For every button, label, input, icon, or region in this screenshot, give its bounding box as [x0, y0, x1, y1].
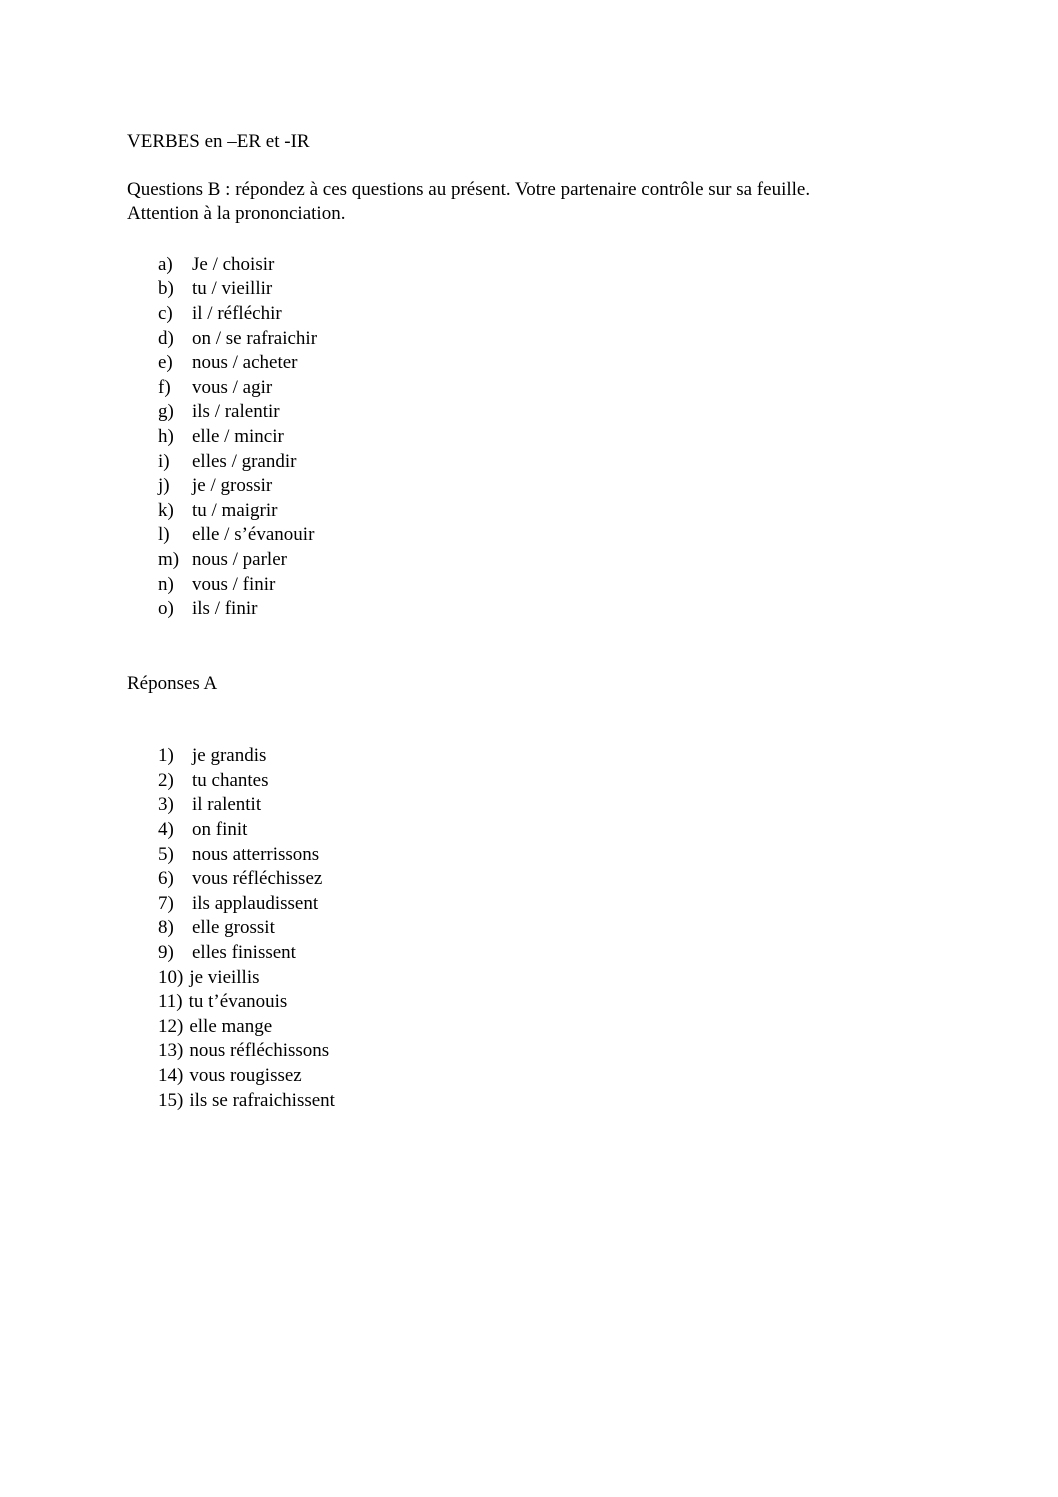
- list-item-marker: 11): [158, 991, 183, 1013]
- list-item-marker: f): [158, 376, 171, 398]
- list-item-marker: n): [158, 573, 174, 595]
- list-item-marker: 5): [158, 843, 174, 865]
- list-item-marker: k): [158, 499, 174, 521]
- list-item: [158, 1064, 933, 1089]
- list-item: [158, 793, 933, 818]
- list-item-text: nous / acheter: [192, 352, 298, 374]
- list-item-marker: 9): [158, 942, 174, 964]
- list-item-text: il / réfléchir: [192, 302, 282, 324]
- list-item-marker: c): [158, 302, 173, 324]
- list-item: [158, 966, 933, 991]
- list-item-marker: 10): [158, 966, 184, 988]
- list-item: [158, 769, 933, 794]
- list-item-text: vous / agir: [192, 376, 273, 398]
- responses-heading: Réponses A: [127, 672, 218, 694]
- list-item-marker: 13): [158, 1040, 184, 1062]
- list-item: [158, 744, 933, 769]
- list-item-text: ils / ralentir: [192, 401, 280, 423]
- list-item: [158, 843, 933, 868]
- list-item-text: ils applaudissent: [192, 892, 319, 914]
- list-item-marker: 6): [158, 868, 174, 890]
- list-item-marker: m): [158, 548, 180, 570]
- list-item: [158, 302, 933, 327]
- list-item-marker: l): [158, 524, 170, 546]
- list-item-marker: h): [158, 425, 174, 447]
- list-item: [158, 990, 933, 1015]
- list-item: [158, 327, 933, 352]
- instructions-line-2: Attention à la prononciation.: [127, 203, 346, 225]
- list-item-text: tu / vieillir: [192, 278, 273, 300]
- list-item-text: tu chantes: [192, 769, 269, 791]
- list-item: [158, 450, 933, 475]
- list-item-text: je grandis: [192, 745, 267, 767]
- list-item-marker: j): [158, 475, 170, 497]
- list-item-text: nous réfléchissons: [189, 1040, 330, 1062]
- list-item: [158, 573, 933, 598]
- list-item: [158, 548, 933, 573]
- list-item-text: nous / parler: [192, 548, 287, 570]
- list-item-text: vous rougissez: [189, 1065, 302, 1086]
- list-item-marker: o): [158, 598, 174, 620]
- list-item: [158, 499, 933, 524]
- list-item-text: Je / choisir: [192, 253, 275, 275]
- list-item: [158, 351, 933, 376]
- list-item: [158, 916, 933, 941]
- list-item: [158, 867, 933, 892]
- list-item-marker: a): [158, 253, 173, 275]
- list-item-text: je vieillis: [189, 966, 260, 988]
- list-item-text: elles finissent: [192, 942, 296, 964]
- list-item-text: elle / mincir: [192, 425, 284, 447]
- list-item-marker: 3): [158, 794, 174, 816]
- list-item: [158, 1089, 933, 1114]
- list-item-marker: 15): [158, 1089, 184, 1111]
- list-item-text: ils se rafraichissent: [189, 1089, 335, 1111]
- list-item-marker: b): [158, 278, 174, 300]
- responses-list: [158, 744, 933, 1113]
- list-item: [158, 818, 933, 843]
- list-item: [158, 941, 933, 966]
- list-item-marker: i): [158, 450, 170, 472]
- list-item: [158, 523, 933, 548]
- list-item-text: elle / s’évanouir: [192, 524, 315, 546]
- list-item: [158, 1015, 933, 1040]
- list-item-text: elles / grandir: [192, 450, 297, 472]
- list-item-marker: 7): [158, 892, 174, 914]
- document-title: VERBES en –ER et -IR: [127, 131, 310, 152]
- list-item-marker: 8): [158, 917, 174, 939]
- list-item-text: ils / finir: [192, 598, 258, 620]
- list-item-marker: 14): [158, 1065, 184, 1086]
- questions-list: [158, 253, 933, 622]
- list-item-marker: g): [158, 401, 174, 423]
- list-item-text: nous atterrissons: [192, 843, 320, 865]
- instructions-line-1: Questions B : répondez à ces questions au présent. Votre partenaire contrôle sur sa feuille.: [127, 178, 811, 200]
- list-item: [158, 597, 933, 622]
- list-item-marker: 4): [158, 819, 174, 841]
- list-item-marker: 2): [158, 769, 174, 791]
- list-item-marker: 12): [158, 1015, 184, 1037]
- list-item-text: tu t’évanouis: [188, 991, 288, 1013]
- list-item-marker: d): [158, 327, 174, 349]
- list-item-text: on / se rafraichir: [192, 327, 318, 349]
- list-item: [158, 1039, 933, 1064]
- list-item: [158, 425, 933, 450]
- instructions-paragraph: [127, 178, 933, 227]
- list-item-text: vous / finir: [192, 573, 276, 595]
- list-item: [158, 376, 933, 401]
- list-item-text: vous réfléchissez: [192, 868, 323, 890]
- list-item: [158, 892, 933, 917]
- list-item-text: elle grossit: [192, 917, 275, 939]
- list-item: [158, 474, 933, 499]
- list-item-text: je / grossir: [192, 475, 273, 497]
- list-item-text: elle mange: [189, 1015, 273, 1037]
- list-item-marker: 1): [158, 745, 174, 767]
- list-item: [158, 277, 933, 302]
- list-item-text: on finit: [192, 819, 248, 841]
- list-item-text: tu / maigrir: [192, 499, 278, 521]
- list-item: [158, 253, 933, 278]
- list-item-text: il ralentit: [192, 794, 262, 816]
- list-item: [158, 400, 933, 425]
- list-item-marker: e): [158, 352, 173, 374]
